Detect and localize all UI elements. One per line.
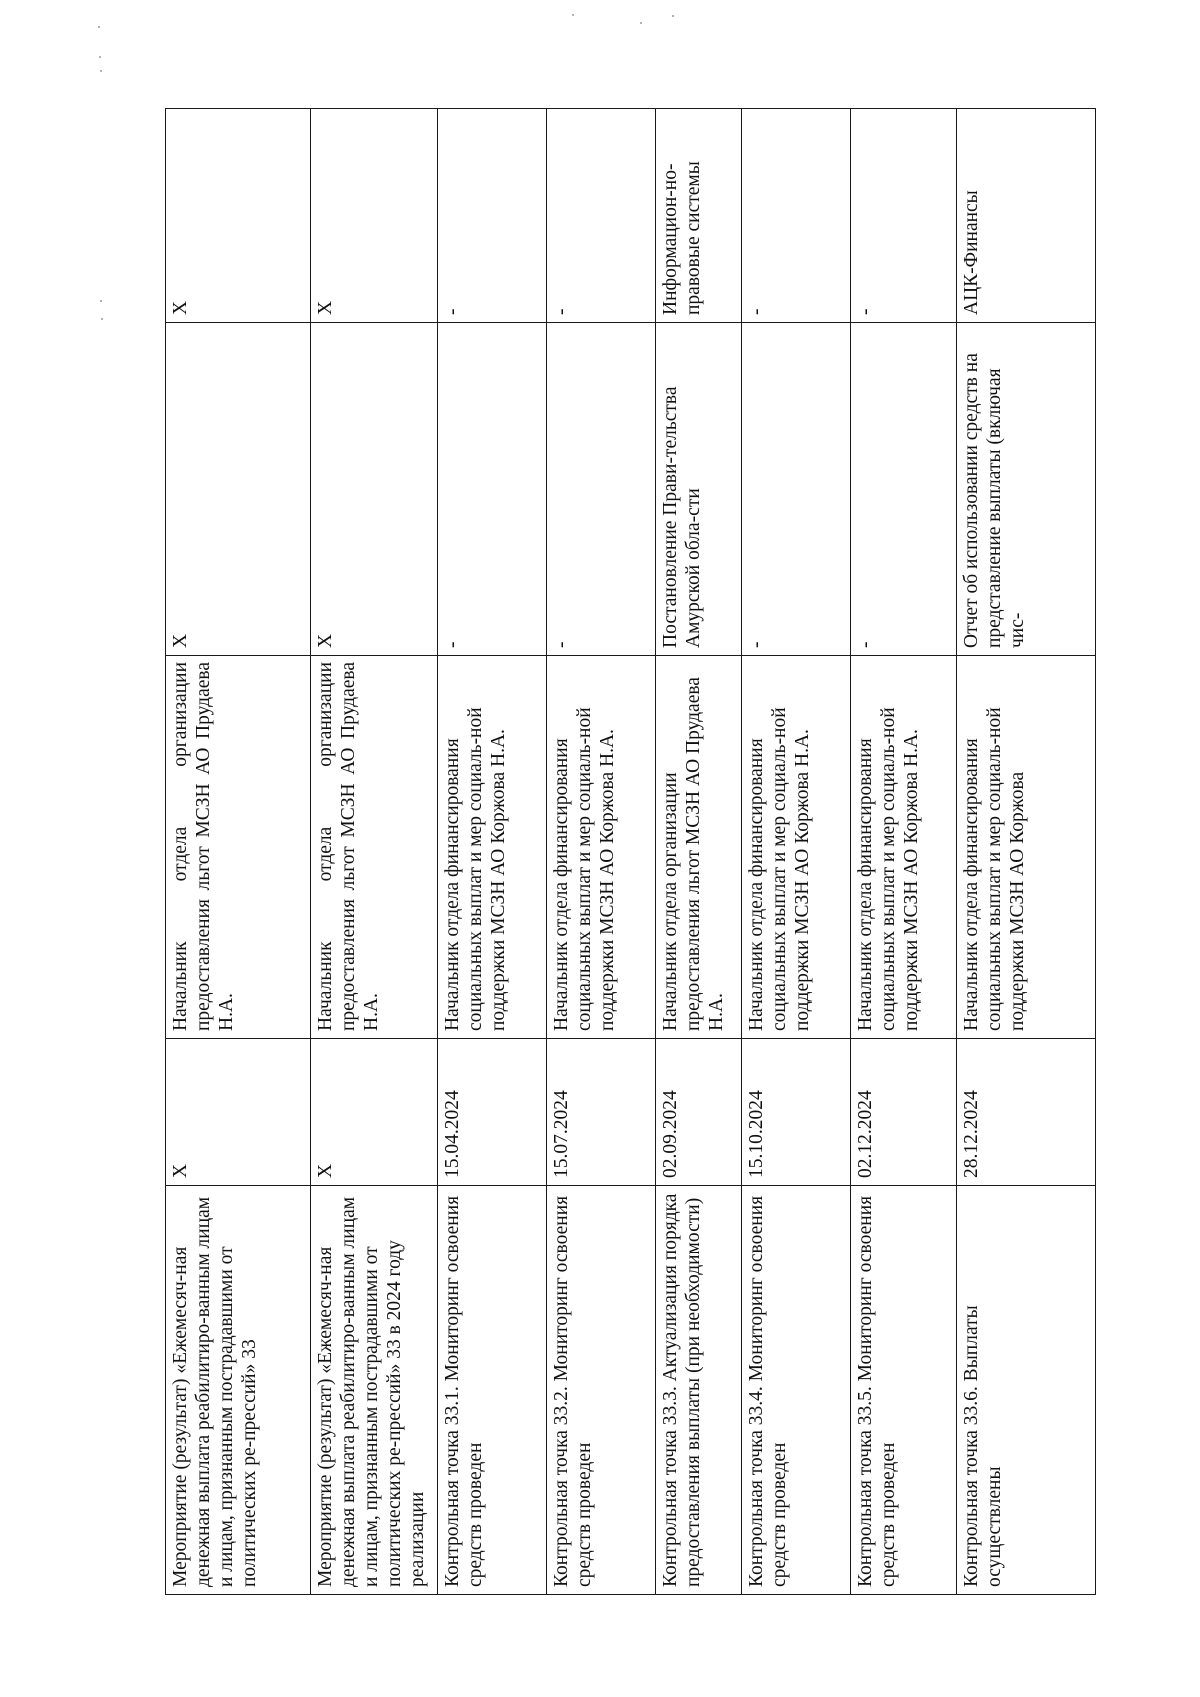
scan-speck — [98, 26, 100, 28]
table-row — [166, 109, 311, 1595]
table-row — [957, 109, 1096, 1595]
information-system-cell: - — [547, 109, 656, 323]
event-cell: Контрольная точка 33.6. Выплаты осуществлены — [957, 1186, 1096, 1595]
document-type-cell: - — [547, 323, 656, 656]
table-row — [547, 109, 656, 1595]
responsible-cell: Начальник отдела организации предоставления льгот МСЗН АО Прудаева Н.А. — [656, 656, 742, 1039]
event-cell: Контрольная точка 33.4. Мониторинг освоения средств проведен — [742, 1186, 851, 1595]
date-cell: 15.04.2024 — [438, 1039, 547, 1186]
event-cell: Мероприятие (результат) «Ежемесяч-ная денежная выплата реабилитиро-ванным лицам и лицам, признанным пострадавшими от политических ре-прессий» 33 — [166, 1186, 311, 1595]
date-cell: X — [311, 1039, 438, 1186]
document-type-cell: X — [166, 323, 311, 656]
responsible-cell: Начальник отдела финансирования социальных выплат и мер социаль-ной поддержки МСЗН АО Коржова Н.А. — [438, 656, 547, 1039]
responsible-cell: Начальник отдела финансирования социальных выплат и мер социаль-ной поддержки МСЗН АО Коржова Н.А. — [742, 656, 851, 1039]
document-type-cell: - — [851, 323, 957, 656]
date-cell: 15.07.2024 — [547, 1039, 656, 1186]
event-cell: Контрольная точка 33.2. Мониторинг освоения средств проведен — [547, 1186, 656, 1595]
table-row — [438, 109, 547, 1595]
responsible-cell: Начальник отдела финансирования социальных выплат и мер социаль-ной поддержки МСЗН АО Коржова Н.А. — [547, 656, 656, 1039]
table-row — [656, 109, 742, 1595]
schedule-table — [165, 108, 1096, 1595]
date-cell: X — [166, 1039, 311, 1186]
scan-speck — [101, 318, 103, 320]
event-cell: Мероприятие (результат) «Ежемесяч-ная денежная выплата реабилитиро-ванным лицам и лицам, признанным пострадавшими от политических ре-прессий» 33 в 2024 году реализации — [311, 1186, 438, 1595]
scan-speck — [100, 300, 102, 302]
information-system-cell: АЦК-Финансы — [957, 109, 1096, 323]
event-cell: Контрольная точка 33.5. Мониторинг освоения средств проведен — [851, 1186, 957, 1595]
information-system-cell: - — [851, 109, 957, 323]
information-system-cell: Информацион-но-правовые системы — [656, 109, 742, 323]
information-system-cell: - — [438, 109, 547, 323]
event-cell: Контрольная точка 33.1. Мониторинг освоения средств проведен — [438, 1186, 547, 1595]
date-cell: 02.09.2024 — [656, 1039, 742, 1186]
rotated-document — [165, 109, 1095, 1595]
scan-speck — [672, 15, 674, 17]
responsible-cell: Начальник отдела организации предоставления льгот МСЗН АО Прудаева Н.А. — [311, 656, 438, 1039]
document-type-cell: X — [311, 323, 438, 656]
table-row — [742, 109, 851, 1595]
date-cell: 15.10.2024 — [742, 1039, 851, 1186]
scan-speck — [640, 22, 642, 24]
document-type-cell: - — [742, 323, 851, 656]
scan-speck — [100, 70, 102, 72]
scan-speck — [99, 56, 101, 58]
date-cell: 02.12.2024 — [851, 1039, 957, 1186]
event-cell: Контрольная точка 33.3. Актуализация порядка предоставления выплаты (при необходимости) — [656, 1186, 742, 1595]
document-type-cell: Постановление Прави-тельства Амурской обла-сти — [656, 323, 742, 656]
date-cell: 28.12.2024 — [957, 1039, 1096, 1186]
table-row — [851, 109, 957, 1595]
document-type-cell: Отчет об использовании средств на представление выплаты (включая чис- — [957, 323, 1096, 656]
table-row — [311, 109, 438, 1595]
responsible-cell: Начальник отдела финансирования социальных выплат и мер социаль-ной поддержки МСЗН АО Коржова Н.А. — [851, 656, 957, 1039]
document-type-cell: - — [438, 323, 547, 656]
information-system-cell: X — [166, 109, 311, 323]
information-system-cell: - — [742, 109, 851, 323]
responsible-cell: Начальник отдела организации предоставления льгот МСЗН АО Прудаева Н.А. — [166, 656, 311, 1039]
responsible-cell: Начальник отдела финансирования социальных выплат и мер социаль-ной поддержки МСЗН АО Коржова — [957, 656, 1096, 1039]
scan-speck — [572, 14, 574, 16]
information-system-cell: X — [311, 109, 438, 323]
